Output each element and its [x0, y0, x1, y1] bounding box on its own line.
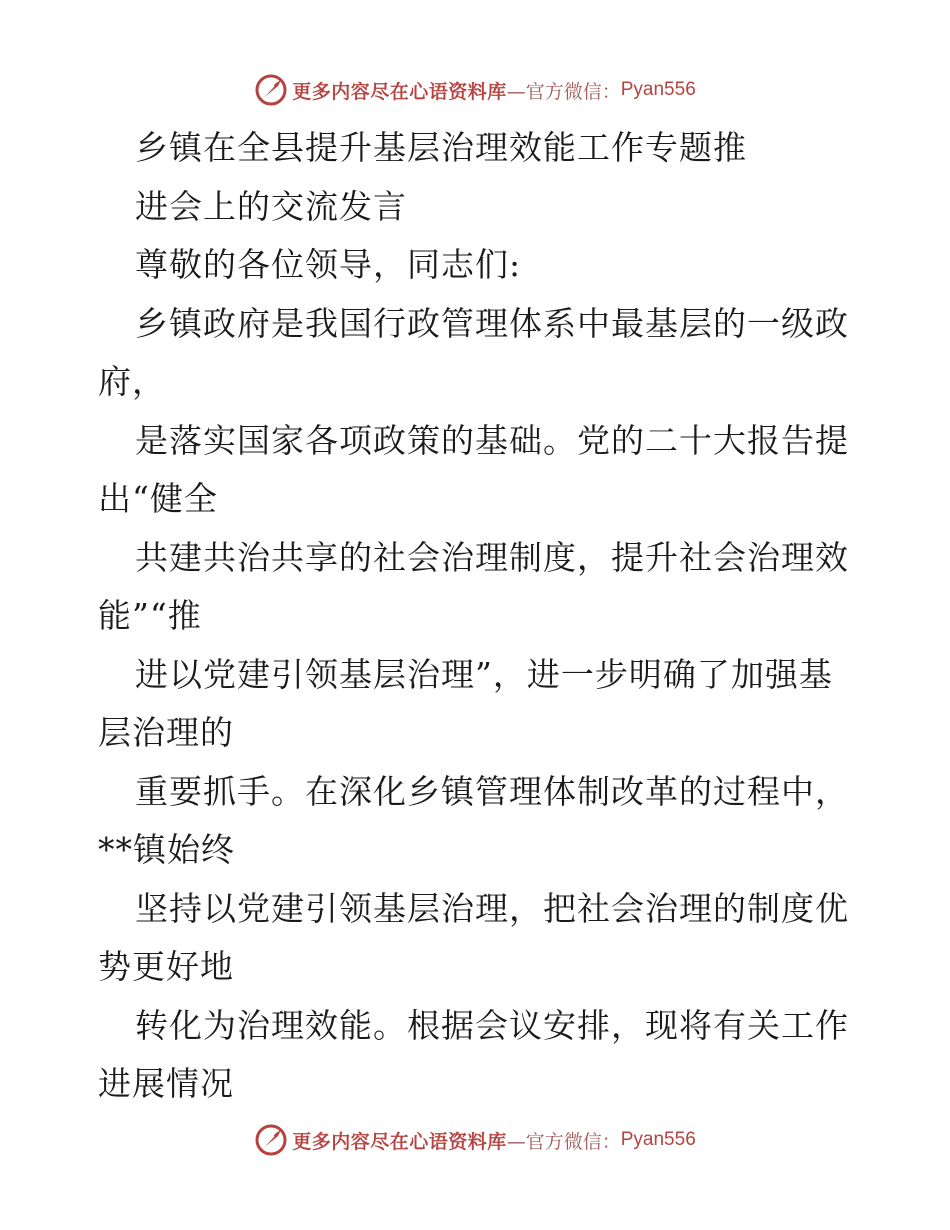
text-line: 转化为治理效能。根据会议安排，现将有关工作: [135, 1005, 849, 1045]
document-body: [98, 119, 868, 1114]
watermark-main-text: 更多内容尽在心语资料库: [292, 1130, 507, 1153]
text-line: 乡镇政府是我国行政管理体系中最基层的一级政: [135, 303, 849, 343]
text-line: 层治理的: [98, 713, 234, 752]
quill-logo-icon: [254, 1123, 288, 1157]
text-line: 出“健全: [98, 479, 218, 518]
watermark-main-text: 更多内容尽在心语资料库: [292, 80, 507, 103]
watermark-footer: [0, 1120, 950, 1160]
text-line: 进会上的交流发言: [135, 186, 407, 226]
watermark-wechat-id: Pyan556: [620, 1129, 696, 1150]
text-line: 进以党建引领基层治理”，进一步明确了加强基: [135, 654, 833, 694]
text-line: 府，: [98, 362, 166, 401]
quill-logo-icon: [254, 73, 288, 107]
watermark-label-text: —官方微信：: [506, 1130, 621, 1153]
watermark-wechat-id: Pyan556: [620, 79, 696, 100]
text-line: 势更好地: [98, 947, 234, 986]
watermark-label-text: —官方微信：: [506, 80, 621, 103]
text-line: 乡镇在全县提升基层治理效能工作专题推: [135, 128, 747, 167]
text-line: 共建共治共享的社会治理制度，提升社会治理效: [135, 537, 849, 577]
text-line: 是落实国家各项政策的基础。党的二十大报告提: [135, 420, 849, 460]
text-line: 重要抓手。在深化乡镇管理体制改革的过程中，: [135, 771, 849, 811]
text-line: 坚持以党建引领基层治理，把社会治理的制度优: [135, 888, 849, 928]
text-line: **镇始终: [98, 830, 235, 869]
watermark-header: [0, 70, 950, 110]
text-line: 能”“推: [98, 596, 202, 635]
text-line: 进展情况: [98, 1064, 234, 1103]
text-line: 尊敬的各位领导，同志们:: [135, 245, 522, 284]
